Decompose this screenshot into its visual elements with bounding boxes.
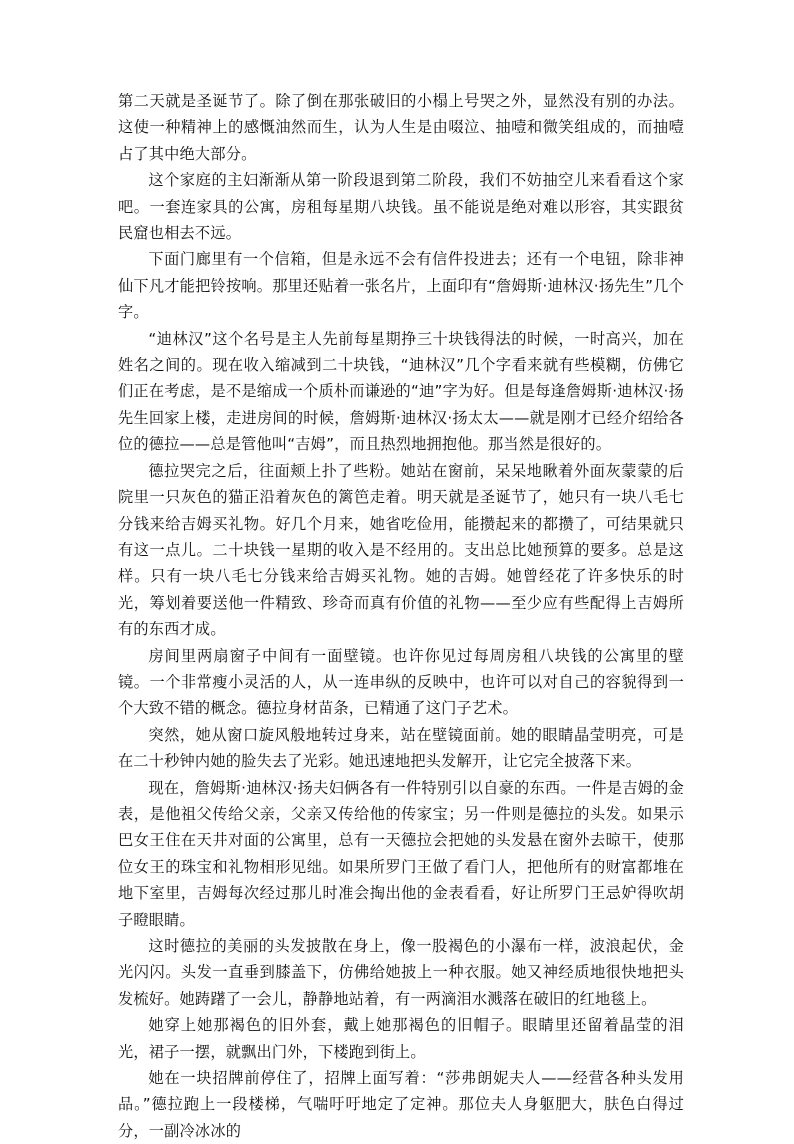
paragraph-10: 她穿上她那褐色的旧外套，戴上她那褐色的旧帽子。眼睛里还留着晶莹的泪光，裙子一摆，就飘出门外，下楼跑到街上。 (118, 1016, 684, 1061)
paragraph-8: 现在，詹姆斯·迪林汉·扬夫妇俩各有一件特别引以自豪的东西。一件是吉姆的金表，是他祖父传给父亲，父亲又传给他的传家宝；另一件则是德拉的头发。如果示巴女王住在天井对面的公寓里，总有一天德拉会把她的头发悬在窗外去晾干，使那位女王的珠宝和礼物相形见绌。如果所罗门王做了看门人，把他所有的财富都堆在地下室里，吉姆每次经过那儿时准会掏出他的金表看看，好让所罗门王忌妒得吹胡子瞪眼睛。 (118, 778, 684, 929)
paragraph-7: 突然，她从窗口旋风般地转过身来，站在壁镜面前。她的眼睛晶莹明亮，可是在二十秒钟内她的脸失去了光彩。她迅速地把头发解开，让它完全披落下来。 (118, 725, 684, 771)
paragraph-9: 这时德拉的美丽的头发披散在身上，像一股褐色的小瀑布一样，波浪起伏，金光闪闪。头发一直垂到膝盖下，仿佛给她披上一种衣服。她又神经质地很快地把头发梳好。她踌躇了一会儿，静静地站着，有一两滴泪水溅落在破旧的红地毯上。 (118, 937, 684, 1008)
paragraph-3: 下面门廊里有一个信箱，但是永远不会有信件投进去；还有一个电钮，除非神仙下凡才能把铃按响。那里还贴着一张名片，上面印有“詹姆斯·迪林汉·扬先生”几个字。 (118, 250, 684, 322)
paragraph-5: 德拉哭完之后，往面颊上扑了些粉。她站在窗前，呆呆地瞅着外面灰蒙蒙的后院里一只灰色的猫正沿着灰色的篱笆走着。明天就是圣诞节了，她只有一块八毛七分钱来给吉姆买礼物。好几个月来，她省吃俭用，能攒起来的都攒了，可结果就只有这一点儿。二十块钱一星期的收入是不经用的。支出总比她预算的要多。总是这样。只有一块八毛七分钱来给吉姆买礼物。她的吉姆。她曾经花了许多快乐的时光，筹划着要送他一件精致、珍奇而真有价值的礼物——至少应有些配得上吉姆所有的东西才成。 (118, 461, 684, 639)
paragraph-6: 房间里两扇窗子中间有一面壁镜。也许你见过每周房租八块钱的公寓里的壁镜。一个非常瘦小灵活的人，从一连串纵的反映中，也许可以对自己的容貌得到一个大致不错的概念。德拉身材苗条，已精通了这门子艺术。 (118, 646, 684, 718)
paragraph-2: 这个家庭的主妇渐渐从第一阶段退到第二阶段，我们不妨抽空儿来看看这个家吧。一套连家具的公寓，房租每星期八块钱。虽不能说是绝对难以形容，其实跟贫民窟也相去不远。 (118, 171, 684, 243)
paragraph-1: 第二天就是圣诞节了。除了倒在那张破旧的小榻上号哭之外，显然没有别的办法。这使一种精神上的感慨油然而生，认为人生是由啜泣、抽噎和微笑组成的，而抽噎占了其中绝大部分。 (118, 92, 684, 163)
paragraph-11: 她在一块招牌前停住了，招牌上面写着：“莎弗朗妮夫人——经营各种头发用品。”德拉跑上一段楼梯，气喘吁吁地定了定神。那位夫人身躯肥大，肤色白得过分，一副冷冰冰的 (118, 1069, 684, 1140)
paragraph-4: “迪林汉”这个名号是主人先前每星期挣三十块钱得法的时候，一时高兴，加在姓名之间的。现在收入缩减到二十块钱，“迪林汉”几个字看来就有些模糊，仿佛它们正在考虑，是不是缩成一个质朴而谦逊的“迪”字为好。但是每逢詹姆斯·迪林汉·扬先生回家上楼，走进房间的时候，詹姆斯·迪林汉·扬太太——就是刚才已经介绍给各位的德拉——总是管他叫“吉姆”，而且热烈地拥抱他。那当然是很好的。 (118, 329, 684, 454)
